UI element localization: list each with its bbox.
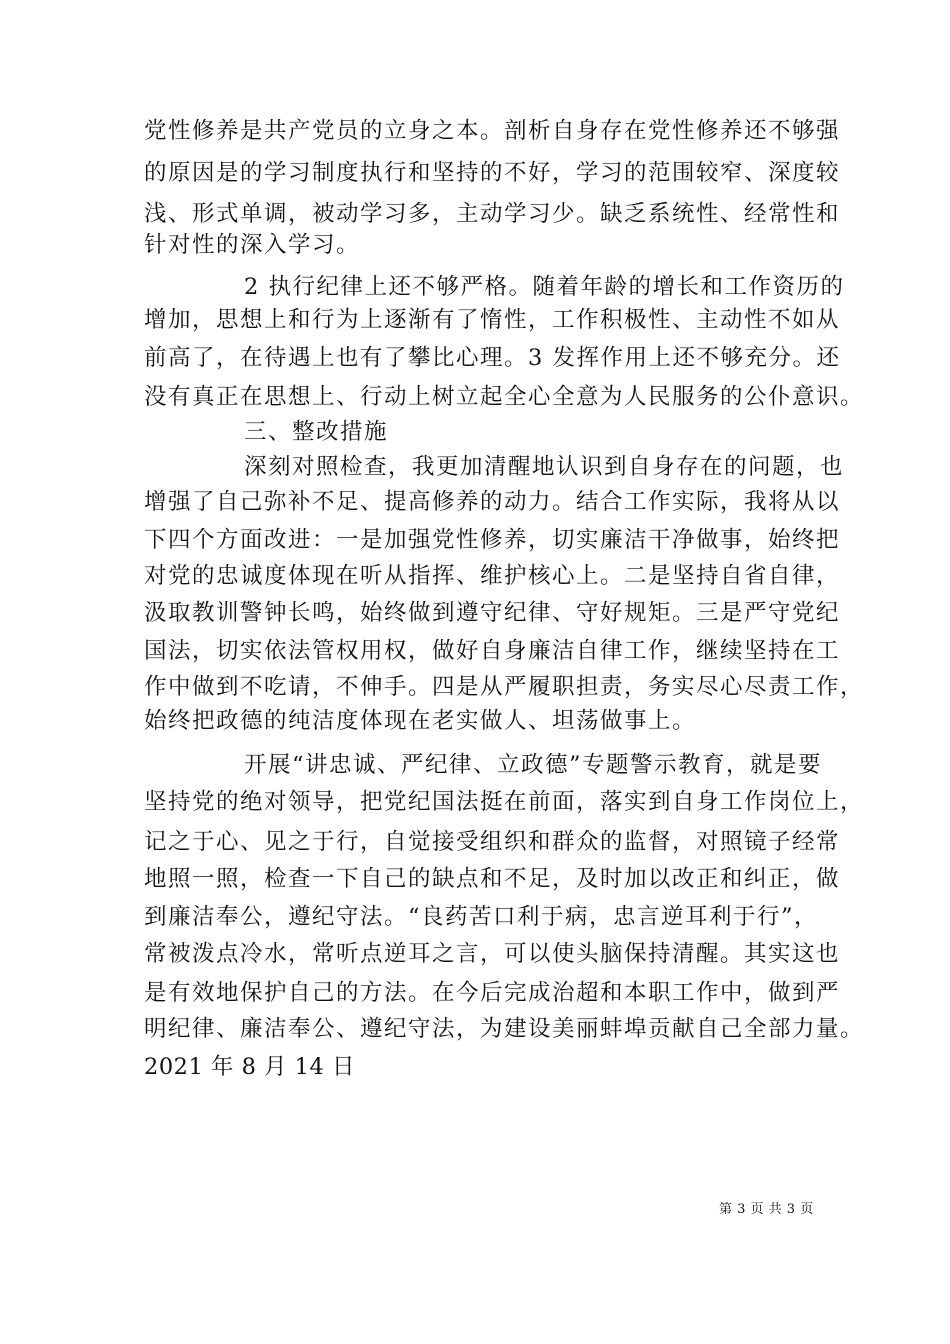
text-line: 地照一照，检查一下自己的缺点和不足，及时加以改正和纠正，做 [144,866,841,892]
text-line: 的原因是的学习制度执行和坚持的不好，学习的范围较窄、深度较 [144,160,841,186]
text-line: 浅、形式单调，被动学习多，主动学习少。缺乏系统性、经常性和 [144,201,841,227]
text-line: 是有效地保护自己的方法。在今后完成治超和本职工作中，做到严 [144,980,841,1006]
text-line: 记之于心、见之于行，自觉接受组织和群众的监督，对照镜子经常 [144,829,841,855]
text-line: 坚持党的绝对领导，把党纪国法挺在前面，落实到自身工作岗位上， [144,789,865,815]
text-line: 党性修养是共产党员的立身之本。剖析自身存在党性修养还不够强 [144,118,841,144]
text-line: 没有真正在思想上、行动上树立起全心全意为人民服务的公仆意识。 [144,384,865,410]
text-line: 前高了，在待遇上也有了攀比心理。3 发挥作用上还不够充分。还 [144,345,841,371]
page-number: 第 3 页 共 3 页 [719,1202,814,1217]
text-line: 深刻对照检查，我更加清醒地认识到自身存在的问题，也 [244,454,845,480]
section-heading: 三、整改措施 [244,419,389,445]
text-line: 汲取教训警钟长鸣，始终做到遵守纪律、守好规矩。三是严守党纪 [144,600,841,626]
text-line: 增强了自己弥补不足、提高修养的动力。结合工作实际，我将从以 [144,489,841,515]
text-line: 开展“讲忠诚、严纪律、立政德”专题警示教育，就是要 [244,752,823,778]
text-line: 明纪律、廉洁奉公、遵纪守法，为建设美丽蚌埠贡献自己全部力量。 [144,1016,865,1042]
text-line: 国法，切实依法管权用权，做好自身廉洁自律工作，继续坚持在工 [144,638,841,664]
text-line: 到廉洁奉公，遵纪守法。“良药苦口利于病，忠言逆耳利于行”， [144,904,819,930]
text-line: 增加，思想上和行为上逐渐有了惰性，工作积极性、主动性不如从 [144,307,841,333]
text-line: 始终把政德的纯洁度体现在老实做人、坦荡做事上。 [144,708,697,734]
text-line: 针对性的深入学习。 [144,232,361,258]
text-line: 2 执行纪律上还不够严格。随着年龄的增长和工作资历的 [244,274,845,300]
text-line: 常被泼点冷水，常听点逆耳之言，可以使头脑保持清醒。其实这也 [144,941,841,967]
date-line: 2021 年 8 月 14 日 [144,1054,355,1080]
text-line: 对党的忠诚度体现在听从指挥、维护核心上。二是坚持自省自律， [144,563,841,589]
text-line: 作中做到不吃请，不伸手。四是从严履职担责，务实尽心尽责工作， [144,674,865,700]
text-line: 下四个方面改进：一是加强党性修养，切实廉洁干净做事，始终把 [144,527,841,553]
